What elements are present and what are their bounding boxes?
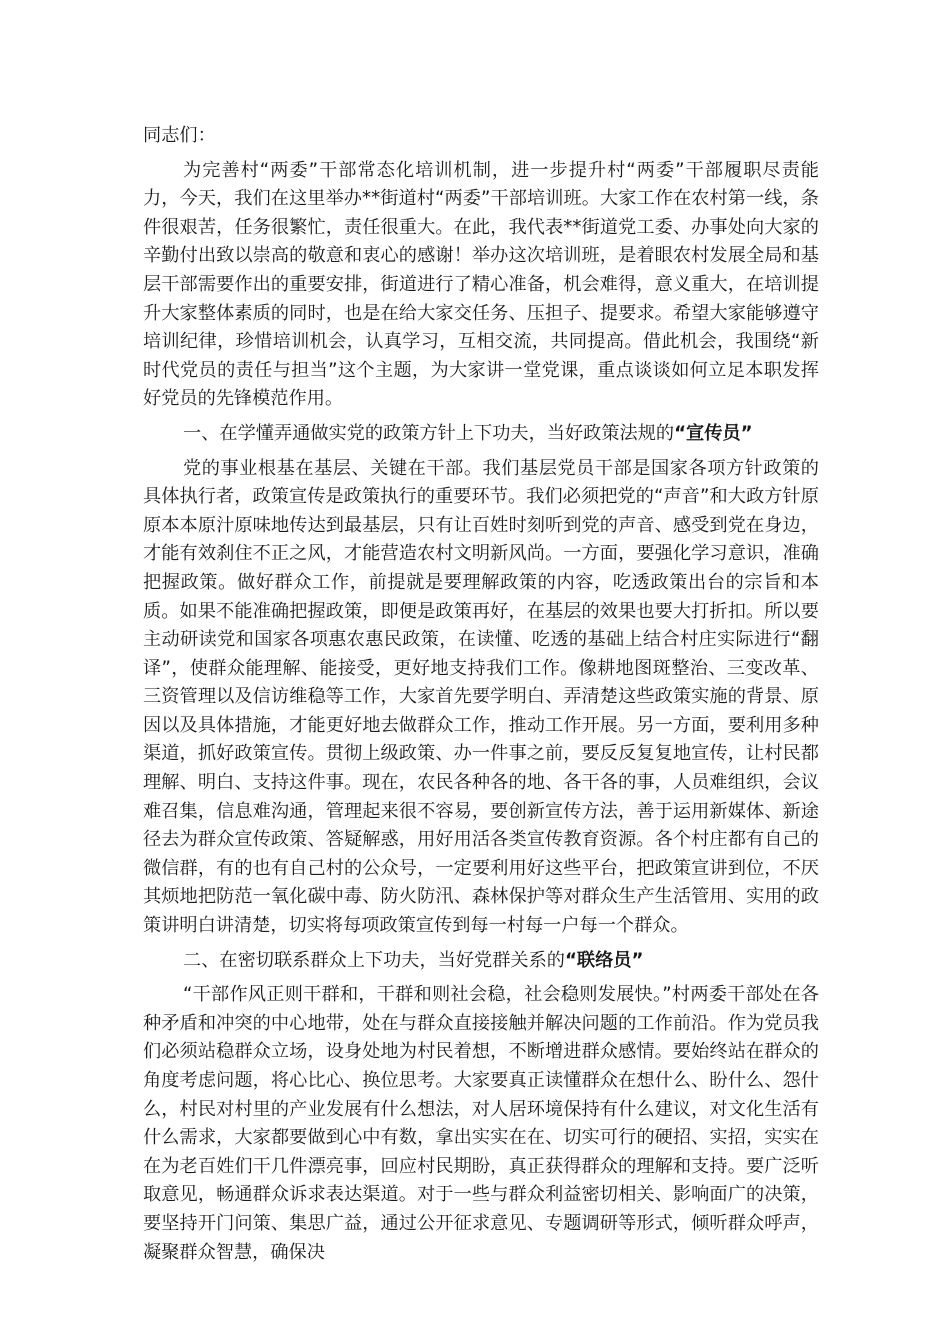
section1-paragraph: 党的事业根基在基层、关键在干部。我们基层党员干部是国家各项方针政策的具体执行者，政策宣传是政策执行的重要环节。我们必须把党的“声音”和大政方针原原本本原汁原味地传达到最基层，只有让百姓时刻听到党的声音、感受到党在身边，才能有效刹住不正之风，才能营造农村文明新风尚。一方面，要强化学习意识，准确把握政策。做好群众工作，前提就是要理解政策的内容，吃透政策出台的宗旨和本质。如果不能准确把握政策，即便是政策再好，在基层的效果也要大打折扣。所以要主动研读党和国家各项惠农惠民政策，在读懂、吃透的基础上结合村庄实际进行“翻译”，使群众能理解、能接受，更好地支持我们工作。像耕地图斑整治、三变改革、三资管理以及信访维稳等工作，大家首先要学明白、弄清楚这些政策实施的背景、原因以及具体措施，才能更好地去做群众工作，推动工作开展。另一方面，要利用多种渠道，抓好政策宣传。贯彻上级政策、办一件事之前，要反反复复地宣传，让村民都理解、明白、支持这件事。现在，农民各种各的地、各干各的事，人员难组织，会议难召集，信息难沟通，管理起来很不容易，要创新宣传方法，善于运用新媒体、新途径去为群众宣传政策、答疑解惑，用好用活各类宣传教育资源。各个村庄都有自己的微信群，有的也有自己村的公众号，一定要利用好这些平台，把政策宣讲到位，不厌其烦地把防范一氧化碳中毒、防火防汛、森林保护等对群众生产生活管用、实用的政策讲明白讲清楚，切实将每项政策宣传到每一村每一户每一个群众。: [143, 457, 819, 937]
section2-heading-text: 二、在密切联系群众上下功夫，当好党群关系的: [183, 949, 565, 971]
section1-heading-text: 一、在学懂弄通做实党的政策方针上下功夫，当好政策法规的: [183, 422, 675, 444]
salutation: 同志们：: [143, 125, 216, 146]
section1-heading: [143, 420, 819, 449]
section2-heading-emphasis: “联络员”: [564, 949, 644, 971]
section2-heading: [143, 947, 819, 976]
document-page: [143, 122, 819, 1273]
section1-heading-emphasis: “宣传员”: [674, 422, 753, 444]
intro-paragraph: 为完善村“两委”干部常态化培训机制，进一步提升村“两委”干部履职尽责能力，今天，我们在这里举办**街道村“两委”干部培训班。大家工作在农村第一线，条件很艰苦，任务很繁忙，责任很重大。在此，我代表**街道党工委、办事处向大家的辛勤付出致以崇高的敬意和衷心的感谢！举办这次培训班，是着眼农村发展全局和基层干部需要作出的重要安排，街道进行了精心准备，机会难得，意义重大，在培训提升大家整体素质的同时，也是在给大家交任务、压担子、提要求。希望大家能够遵守培训纪律，珍惜培训机会，认真学习，互相交流，共同提高。借此机会，我围绕“新时代党员的责任与担当”这个主题，为大家讲一堂党课，重点谈谈如何立足本职发挥好党员的先锋模范作用。: [143, 159, 819, 410]
section2-paragraph: “干部作风正则干群和，干群和则社会稳，社会稳则发展快。”村两委干部处在各种矛盾和冲突的中心地带，处在与群众直接接触并解决问题的工作前沿。作为党员我们必须站稳群众立场，设身处地为村民着想，不断增进群众感情。要始终站在群众的角度考虑问题，将心比心、换位思考。大家要真正读懂群众在想什么、盼什么、怨什么，村民对村里的产业发展有什么想法，对人居环境保持有什么建议，对文化生活有什么需求，大家都要做到心中有数，拿出实实在在、切实可行的硬招、实招，实实在在为老百姓们干几件漂亮事，回应村民期盼，真正获得群众的理解和支持。要广泛听取意见，畅通群众诉求表达渠道。对于一些与群众利益密切相关、影响面广的决策，要坚持开门问策、集思广益，通过公开征求意见、专题调研等形式，倾听群众呼声，凝聚群众智慧，确保决: [143, 984, 819, 1263]
